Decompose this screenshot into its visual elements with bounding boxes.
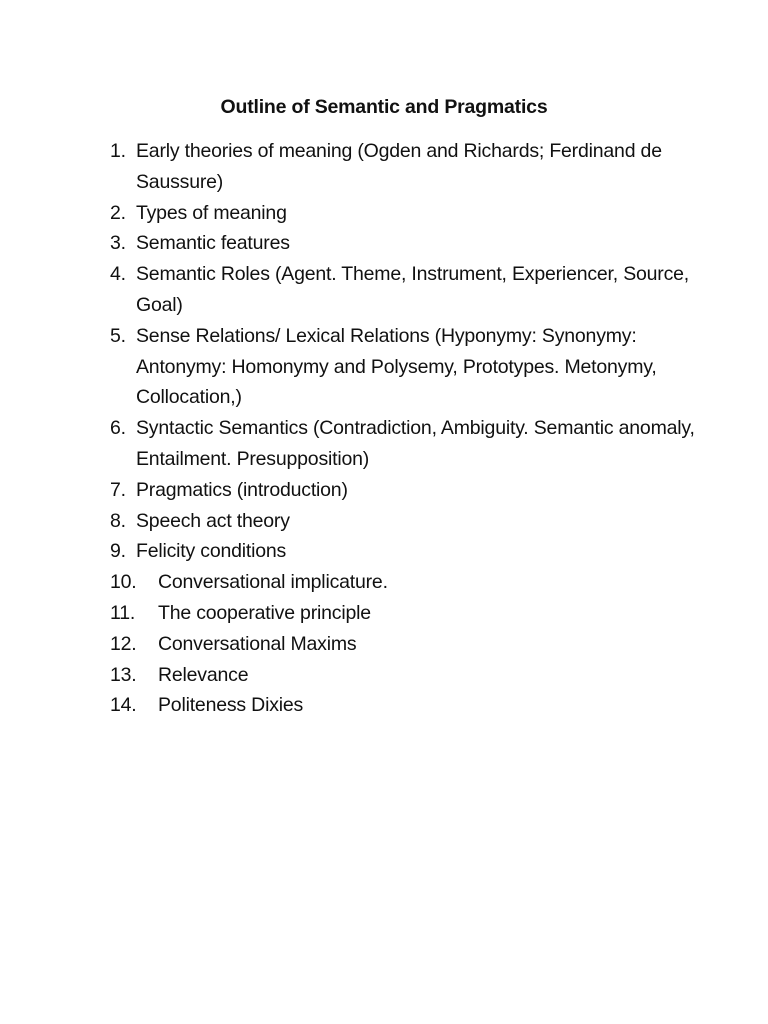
list-item-number: 1. <box>110 140 126 162</box>
list-item-text: Sense Relations/ Lexical Relations (Hyponymy: Synonymy: Antonymy: Homonymy and Polysemy, Prototypes. Metonymy, Collocation,) <box>136 324 657 409</box>
list-item <box>110 321 710 413</box>
list-item-number: 6. <box>110 417 126 440</box>
list-item-number: 4. <box>110 263 126 286</box>
list-item-number: 13. <box>110 663 137 686</box>
list-item <box>110 660 710 691</box>
list-item-number: 10. <box>110 571 137 594</box>
list-item-number: 9. <box>110 540 126 563</box>
list-item-text: Politeness Dixies <box>158 694 304 717</box>
list-item-number: 2. <box>110 201 126 224</box>
list-item <box>110 567 710 598</box>
list-item <box>110 228 710 259</box>
list-item <box>110 136 710 198</box>
list-item <box>110 629 710 660</box>
list-item-number: 14. <box>110 694 137 717</box>
outline-list <box>110 136 710 721</box>
list-item-number: 12. <box>110 632 137 655</box>
list-item-text: Types of meaning <box>136 201 287 224</box>
list-item <box>110 198 710 229</box>
list-item-text: Early theories of meaning (Ogden and Richards; Ferdinand de Saussure) <box>136 140 662 193</box>
list-item <box>110 259 710 321</box>
list-item <box>110 413 710 475</box>
list-item-text: Pragmatics (introduction) <box>136 478 348 501</box>
list-item-number: 8. <box>110 509 126 532</box>
list-item-number: 11. <box>110 601 136 624</box>
list-item <box>110 690 710 721</box>
list-item-text: Conversational implicature. <box>158 571 388 594</box>
list-item-text: Conversational Maxims <box>158 632 357 655</box>
list-item-text: Relevance <box>158 663 249 686</box>
list-item <box>110 598 710 629</box>
list-item <box>110 536 710 567</box>
list-item <box>110 506 710 537</box>
list-item-number: 5. <box>110 324 126 347</box>
list-item-text: Semantic Roles (Agent. Theme, Instrument, Experiencer, Source, Goal) <box>136 263 690 316</box>
list-item-text: The cooperative principle <box>158 601 371 624</box>
document-title: Outline of Semantic and Pragmatics <box>220 96 548 118</box>
list-item-text: Speech act theory <box>136 509 290 532</box>
list-item-text: Felicity conditions <box>136 540 287 563</box>
list-item-number: 7. <box>110 478 126 501</box>
list-item-number: 3. <box>110 232 126 255</box>
list-item-text: Syntactic Semantics (Contradiction, Ambiguity. Semantic anomaly, Entailment. Presupposition) <box>136 417 695 470</box>
list-item-text: Semantic features <box>136 232 290 255</box>
list-item <box>110 475 710 506</box>
